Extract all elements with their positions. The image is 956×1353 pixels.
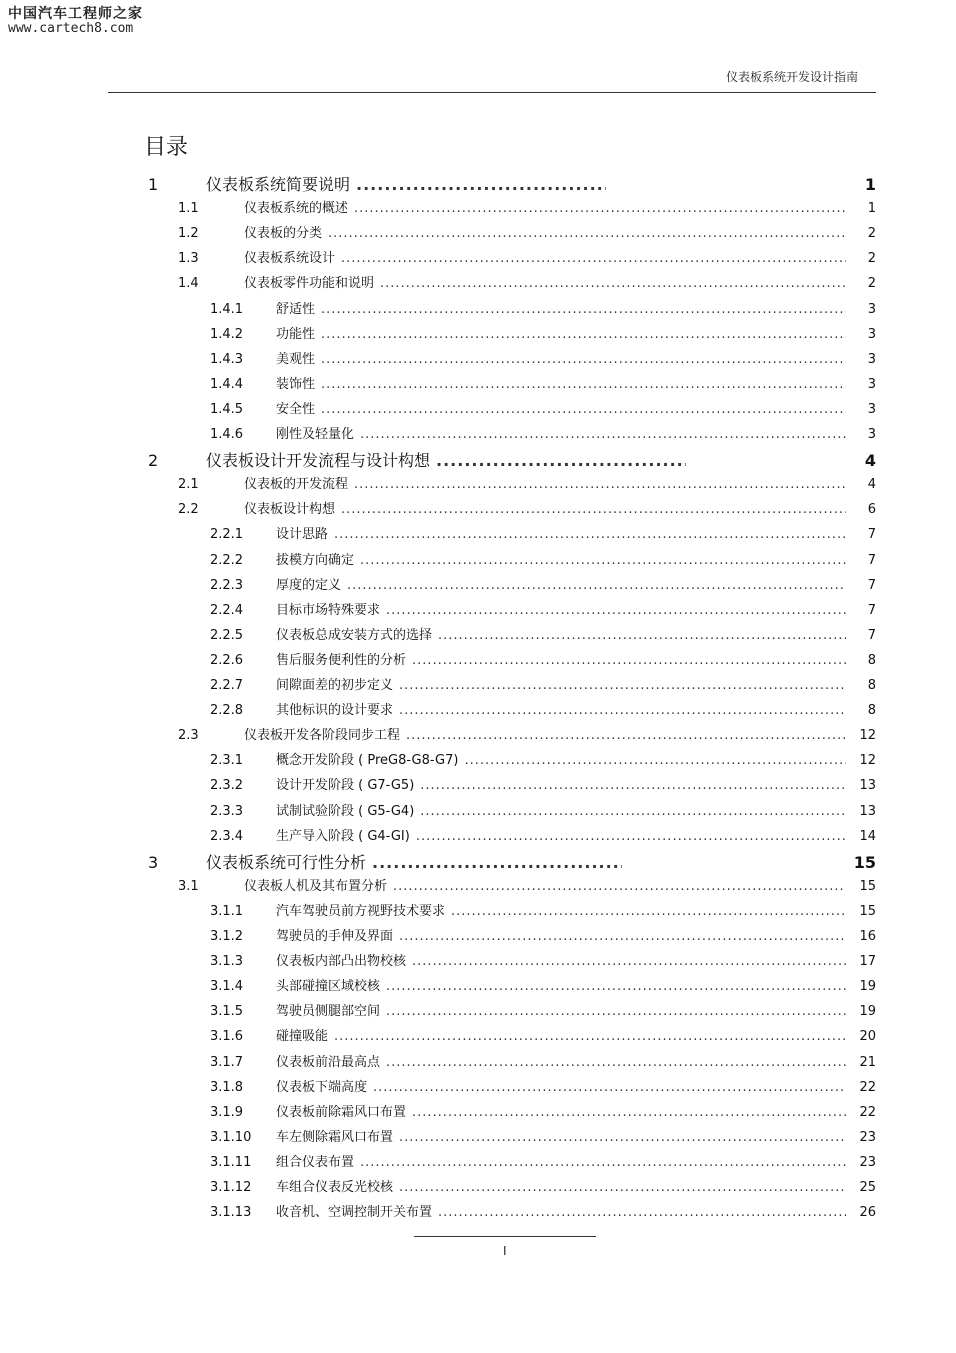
- toc-entry-page: 12: [859, 728, 876, 744]
- toc-entry[interactable]: [148, 448, 876, 470]
- toc-entry-number: 1.4.5: [210, 401, 244, 417]
- toc-leader-dots: [321, 352, 846, 367]
- toc-entry[interactable]: [210, 950, 876, 972]
- toc-entry[interactable]: [178, 875, 876, 897]
- toc-entry-title: 功能性: [276, 326, 316, 342]
- toc-entry[interactable]: [178, 222, 876, 244]
- toc-entry-title: 收音机、空调控制开关布置: [276, 1205, 433, 1221]
- toc-entry[interactable]: [210, 1151, 876, 1173]
- toc-entry-number: 3.1.8: [210, 1079, 244, 1095]
- watermark-title: 中国汽车工程师之家: [8, 6, 143, 22]
- toc-entry[interactable]: [210, 1201, 876, 1223]
- toc-leader-dots: [321, 327, 846, 342]
- watermark: [8, 6, 143, 37]
- toc-entry-title: 设计思路: [276, 527, 329, 543]
- toc-entry-number: 2.2.1: [210, 527, 244, 543]
- toc-leader-dots: [356, 175, 606, 194]
- toc-entry-number: 1.4: [178, 276, 199, 292]
- toc-entry-page: 3: [867, 376, 876, 392]
- toc-entry-number: 3.1.5: [210, 1004, 244, 1020]
- toc-entry-page: 6: [867, 502, 876, 518]
- toc-entry-title: 仪表板的开发流程: [244, 477, 349, 493]
- toc-entry-title: 碰撞吸能: [276, 1029, 329, 1045]
- toc-entry[interactable]: [210, 373, 876, 395]
- toc-entry-title: 设计开发阶段 ( G7-G5): [276, 778, 415, 794]
- toc-entry-page: 16: [859, 929, 876, 944]
- toc-entry-title: 仪表板下端高度: [276, 1079, 368, 1095]
- toc-entry-number: 2: [148, 451, 159, 471]
- toc-entry-page: 15: [853, 852, 876, 872]
- toc-entry-number: 2.2.8: [210, 703, 244, 719]
- toc-entry-page: 8: [867, 703, 876, 719]
- toc-entry-number: 1.4.4: [210, 376, 244, 392]
- toc-leader-dots: [412, 954, 846, 969]
- toc-leader-dots: [399, 929, 846, 944]
- toc-entry-number: 3.1.6: [210, 1029, 244, 1045]
- toc-entry-title: 拔模方向确定: [276, 552, 355, 568]
- toc-leader-dots: [354, 477, 846, 492]
- toc-entry-title: 仪表板内部凸出物校核: [276, 954, 407, 970]
- toc-leader-dots: [354, 201, 846, 216]
- toc-entry-page: 3: [867, 401, 876, 417]
- footer-page-number: I: [503, 1244, 507, 1258]
- toc-entry-number: 2.3.2: [210, 778, 244, 794]
- toc-leader-dots: [420, 804, 846, 819]
- toc-entry-page: 22: [859, 1104, 876, 1120]
- toc-entry[interactable]: [210, 599, 876, 621]
- toc-entry-page: 7: [867, 627, 876, 643]
- toc-leader-dots: [420, 778, 846, 793]
- toc-leader-dots: [399, 678, 846, 693]
- toc-leader-dots: [406, 728, 846, 743]
- toc-entry[interactable]: [210, 975, 876, 997]
- toc-entry-page: 21: [859, 1054, 876, 1070]
- toc-entry-page: 22: [859, 1079, 876, 1095]
- toc-leader-dots: [360, 1155, 846, 1170]
- toc-entry-number: 3.1.13: [210, 1205, 252, 1221]
- toc-leader-dots: [464, 753, 846, 768]
- toc-entry-page: 19: [859, 1004, 876, 1020]
- toc-entry-number: 2.3.3: [210, 803, 244, 819]
- toc-leader-dots: [321, 377, 846, 392]
- toc-entry-number: 1.3: [178, 251, 199, 267]
- toc-leader-dots: [380, 276, 846, 291]
- toc-entry-page: 26: [859, 1205, 876, 1221]
- toc-leader-dots: [386, 1004, 846, 1019]
- toc-entry[interactable]: [210, 624, 876, 646]
- toc-entry-page: 25: [859, 1180, 876, 1195]
- toc-entry-title: 概念开发阶段 ( PreG8-G8-G7): [276, 753, 459, 769]
- toc-entry-number: 3.1.11: [210, 1154, 252, 1170]
- toc-entry-number: 2.2.6: [210, 652, 244, 668]
- toc-entry-number: 2.1: [178, 477, 199, 493]
- toc-entry[interactable]: [210, 1176, 876, 1198]
- toc-entry-title: 装饰性: [276, 376, 316, 392]
- toc-entry-page: 19: [859, 979, 876, 995]
- toc-entry-page: 7: [867, 552, 876, 568]
- toc-entry-page: 23: [859, 1129, 876, 1145]
- toc-entry-title: 仪表板前除霜风口布置: [276, 1104, 407, 1120]
- toc-entry-page: 3: [867, 427, 876, 442]
- toc-entry-title: 生产导入阶段 ( G4-GI): [276, 828, 410, 844]
- toc-entry[interactable]: [210, 900, 876, 922]
- toc-entry-page: 2: [867, 226, 876, 242]
- toc-entry[interactable]: [210, 699, 876, 721]
- toc-entry-number: 2.2.2: [210, 552, 244, 568]
- toc-entry-title: 刚性及轻量化: [276, 427, 355, 442]
- toc-entry-title: 仪表板前沿最高点: [276, 1054, 381, 1070]
- toc-entry-page: 1: [867, 201, 876, 217]
- toc-entry-page: 12: [859, 753, 876, 769]
- toc-entry-title: 车左侧除霜风口布置: [276, 1129, 394, 1145]
- toc-leader-dots: [412, 653, 846, 668]
- toc-leader-dots: [399, 703, 846, 718]
- toc-entry-number: 3.1.3: [210, 954, 244, 970]
- toc-entry-page: 7: [867, 527, 876, 543]
- toc-entry[interactable]: [210, 1051, 876, 1073]
- toc-entry[interactable]: [210, 1126, 876, 1148]
- toc-entry-number: 3.1.7: [210, 1054, 244, 1070]
- toc-entry-page: 4: [864, 451, 876, 471]
- toc-entry-number: 1: [148, 175, 159, 194]
- toc-entry-title: 间隙面差的初步定义: [276, 678, 394, 693]
- toc-entry-page: 1: [864, 175, 876, 194]
- toc-leader-dots: [328, 226, 846, 241]
- toc-leader-dots: [373, 1080, 846, 1095]
- toc-entry[interactable]: [178, 498, 876, 520]
- toc-leader-dots: [438, 1205, 846, 1220]
- toc-entry-number: 3.1.12: [210, 1180, 252, 1195]
- toc-entry-page: 7: [867, 602, 876, 618]
- footer-divider: [414, 1236, 596, 1237]
- toc-leader-dots: [436, 451, 686, 470]
- toc-entry[interactable]: [210, 423, 876, 445]
- toc-entry-title: 其他标识的设计要求: [276, 703, 394, 719]
- toc-entry-title: 美观性: [276, 351, 316, 367]
- toc-entry[interactable]: [210, 800, 876, 822]
- toc-leader-dots: [334, 1029, 846, 1044]
- toc-entry-page: 17: [859, 954, 876, 970]
- toc-entry-number: 1.4.1: [210, 301, 244, 317]
- toc-entry-number: 1.1: [178, 201, 199, 217]
- toc-entry-page: 8: [867, 652, 876, 668]
- toc-entry-title: 仪表板系统的概述: [244, 201, 349, 217]
- toc-entry-title: 组合仪表布置: [276, 1154, 355, 1170]
- toc-entry-number: 3.1.1: [210, 903, 244, 919]
- toc-leader-dots: [360, 427, 846, 442]
- toc-leader-dots: [360, 553, 846, 568]
- toc-entry-number: 2.2.7: [210, 678, 244, 693]
- toc-entry-number: 3.1: [178, 878, 199, 894]
- toc-entry-title: 仪表板人机及其布置分析: [244, 878, 388, 894]
- toc-entry-page: 15: [859, 878, 876, 894]
- toc-entry-number: 2.2.5: [210, 627, 244, 643]
- toc-entry[interactable]: [178, 473, 876, 495]
- toc-entry[interactable]: [210, 1101, 876, 1123]
- toc-entry[interactable]: [210, 825, 876, 847]
- toc-entry-title: 仪表板系统设计: [244, 251, 336, 267]
- toc-entry[interactable]: [210, 925, 876, 947]
- toc-entry-title: 仪表板零件功能和说明: [244, 276, 375, 292]
- toc-entry-page: 14: [859, 828, 876, 844]
- toc-entry[interactable]: [210, 574, 876, 596]
- toc-entry-number: 2.3.4: [210, 828, 244, 844]
- toc-entry-number: 1.2: [178, 226, 199, 242]
- toc-entry[interactable]: [210, 749, 876, 771]
- toc-entry-page: 4: [867, 477, 876, 493]
- toc-entry-number: 1.4.2: [210, 326, 244, 342]
- toc-entry[interactable]: [210, 398, 876, 420]
- toc-entry-page: 20: [859, 1029, 876, 1045]
- toc-entry[interactable]: [210, 1000, 876, 1022]
- toc-entry-title: 仪表板设计构想: [244, 502, 336, 518]
- toc-leader-dots: [386, 979, 846, 994]
- toc-leader-dots: [412, 1105, 846, 1120]
- toc-entry-title: 仪表板开发各阶段同步工程: [244, 728, 401, 744]
- toc-entry[interactable]: [178, 197, 876, 219]
- toc-entry-title: 驾驶员的手伸及界面: [276, 929, 394, 944]
- toc-entry-page: 8: [867, 678, 876, 693]
- toc-entry-number: 3.1.2: [210, 929, 244, 944]
- toc-entry-number: 1.4.3: [210, 351, 244, 367]
- document-header: [108, 66, 876, 93]
- toc-leader-dots: [386, 1055, 846, 1070]
- toc-entry[interactable]: [210, 298, 876, 320]
- toc-heading: 目录: [144, 135, 189, 160]
- toc-leader-dots: [399, 1130, 846, 1145]
- toc-entry-title: 仪表板总成安装方式的选择: [276, 627, 433, 643]
- toc-entry-title: 汽车驾驶员前方视野技术要求: [276, 903, 446, 919]
- toc-entry[interactable]: [210, 523, 876, 545]
- document-title: 仪表板系统开发设计指南: [725, 70, 858, 84]
- toc-leader-dots: [438, 628, 846, 643]
- toc-entry[interactable]: [148, 850, 876, 872]
- toc-entry-number: 2.3.1: [210, 753, 244, 769]
- toc-entry-number: 2.2.3: [210, 577, 244, 593]
- toc-entry[interactable]: [210, 649, 876, 671]
- toc-entry[interactable]: [210, 1025, 876, 1047]
- toc-entry-title: 头部碰撞区域校核: [276, 979, 381, 995]
- toc-entry-page: 2: [867, 276, 876, 292]
- toc-entry[interactable]: [210, 549, 876, 571]
- toc-entry[interactable]: [178, 247, 876, 269]
- toc-entry[interactable]: [210, 348, 876, 370]
- toc-entry[interactable]: [210, 774, 876, 796]
- toc-entry-title: 车组合仪表反光校核: [276, 1180, 394, 1195]
- toc-entry-page: 13: [859, 803, 876, 819]
- toc-leader-dots: [341, 251, 846, 266]
- toc-entry-title: 安全性: [276, 401, 316, 417]
- toc-entry-title: 厚度的定义: [276, 577, 342, 593]
- toc-entry-number: 2.2.4: [210, 602, 244, 618]
- toc-entry-number: 3.1.4: [210, 979, 244, 995]
- toc-leader-dots: [321, 302, 846, 317]
- toc-entry[interactable]: [210, 1076, 876, 1098]
- toc-entry-title: 驾驶员侧腿部空间: [276, 1004, 381, 1020]
- toc-entry-title: 仪表板的分类: [244, 226, 323, 242]
- toc-entry-title: 试制试验阶段 ( G5-G4): [276, 803, 415, 819]
- toc-leader-dots: [321, 402, 846, 417]
- toc-entry-number: 3.1.9: [210, 1104, 244, 1120]
- toc-entry[interactable]: [178, 272, 876, 294]
- toc-entry[interactable]: [210, 674, 876, 696]
- toc-entry-title: 仪表板设计开发流程与设计构想: [206, 451, 431, 471]
- watermark-url: www.cartech8.com: [8, 21, 134, 37]
- toc-entry[interactable]: [148, 172, 876, 194]
- toc-entry-page: 2: [867, 251, 876, 267]
- toc-entry-page: 13: [859, 778, 876, 794]
- toc-entry-number: 2.2: [178, 502, 199, 518]
- toc-entry-title: 仪表板系统可行性分析: [206, 852, 367, 872]
- toc-entry-page: 3: [867, 301, 876, 317]
- toc-entry[interactable]: [210, 323, 876, 345]
- toc-leader-dots: [334, 527, 846, 542]
- toc-entry-page: 3: [867, 351, 876, 367]
- toc-entry-number: 3: [148, 852, 159, 872]
- toc-entry-page: 3: [867, 326, 876, 342]
- toc-leader-dots: [399, 1180, 846, 1195]
- toc-entry-page: 7: [867, 577, 876, 593]
- toc-leader-dots: [451, 904, 846, 919]
- toc-entry-title: 舒适性: [276, 301, 316, 317]
- toc-leader-dots: [416, 829, 846, 844]
- toc-entry-title: 目标市场特殊要求: [276, 602, 381, 618]
- toc-entry-number: 3.1.10: [210, 1129, 252, 1145]
- toc-entry-title: 售后服务便利性的分析: [276, 652, 407, 668]
- toc-entry-page: 15: [859, 903, 876, 919]
- toc-entry-page: 23: [859, 1154, 876, 1170]
- toc-leader-dots: [386, 603, 846, 618]
- toc-leader-dots: [341, 502, 846, 517]
- toc-entry[interactable]: [178, 724, 876, 746]
- toc-leader-dots: [393, 879, 846, 894]
- toc-entry-number: 1.4.6: [210, 427, 244, 442]
- toc-leader-dots: [347, 578, 846, 593]
- toc-leader-dots: [372, 853, 622, 872]
- toc-entry-number: 2.3: [178, 728, 199, 744]
- toc-entry-title: 仪表板系统简要说明: [206, 175, 351, 194]
